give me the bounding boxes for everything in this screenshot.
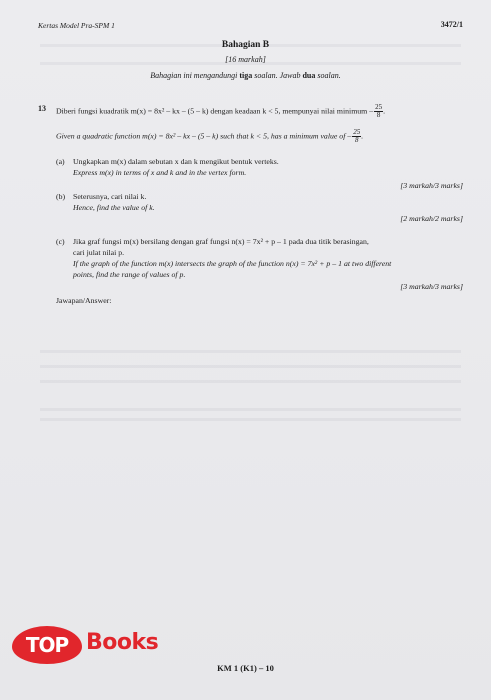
page-footer: KM 1 (K1) – 10 (217, 663, 274, 673)
fraction: $\frac{25}{8}$ (375, 103, 383, 119)
part-a-english: Express m(x) in terms of x and k and in the vertex form. (73, 168, 247, 177)
question-stem-english: Given a quadratic function m(x) = 8x² – kx – (5 – k) such that k < 5, has a minimum value of – $\frac{25}{8}$ . (56, 128, 364, 144)
section-instruction: Bahagian ini mengandungi tiga soalan. Jawab dua soalan. (150, 71, 341, 80)
logo-top: TOP (12, 626, 82, 664)
topbooks-logo (12, 626, 187, 664)
part-c-malay-2: cari julat nilai p. (73, 248, 125, 257)
part-c-marks: [3 markah/3 marks] (400, 282, 463, 291)
section-marks: [16 markah] (225, 55, 266, 64)
paper-code: 3472/1 (440, 20, 463, 29)
part-a-marks: [3 markah/3 marks] (400, 181, 463, 190)
part-a-malay: Ungkapkan m(x) dalam sebutan x dan k mengikut bentuk verteks. (73, 157, 279, 166)
show-through-line (40, 350, 461, 353)
question-number: 13 (38, 104, 46, 113)
fraction: $\frac{25}{8}$ (353, 128, 361, 144)
part-c-english-2: points, find the range of values of p. (73, 270, 186, 279)
question-stem-malay: Diberi fungsi kuadratik m(x) = 8x² – kx – (5 – k) dengan keadaan k < 5, mempunyai nilai minimum – $\frac{25}{8}$ . (56, 103, 386, 119)
show-through-line (40, 365, 461, 368)
show-through-line (40, 380, 461, 383)
part-c-label: (c) (56, 237, 65, 246)
part-b-marks: [2 markah/2 marks] (400, 214, 463, 223)
part-b-malay: Seterusnya, cari nilai k. (73, 192, 147, 201)
section-title: Bahagian B (221, 40, 270, 50)
show-through-line (40, 408, 461, 411)
part-b-english: Hence, find the value of k. (73, 203, 155, 212)
logo-books: Books (86, 630, 159, 655)
show-through-line (40, 418, 461, 421)
part-b-label: (b) (56, 192, 66, 201)
answer-label: Jawapan/Answer: (56, 296, 112, 305)
part-c-malay-1: Jika graf fungsi m(x) bersilang dengan graf fungsi n(x) = 7x² + p – 1 pada dua titik berasingan, (73, 237, 369, 246)
part-a-label: (a) (56, 157, 65, 166)
part-c-english-1: If the graph of the function m(x) intersects the graph of the function n(x) = 7x² + p – 1 at two different (73, 259, 392, 268)
paper-title: Kertas Model Pra-SPM 1 (38, 21, 115, 30)
